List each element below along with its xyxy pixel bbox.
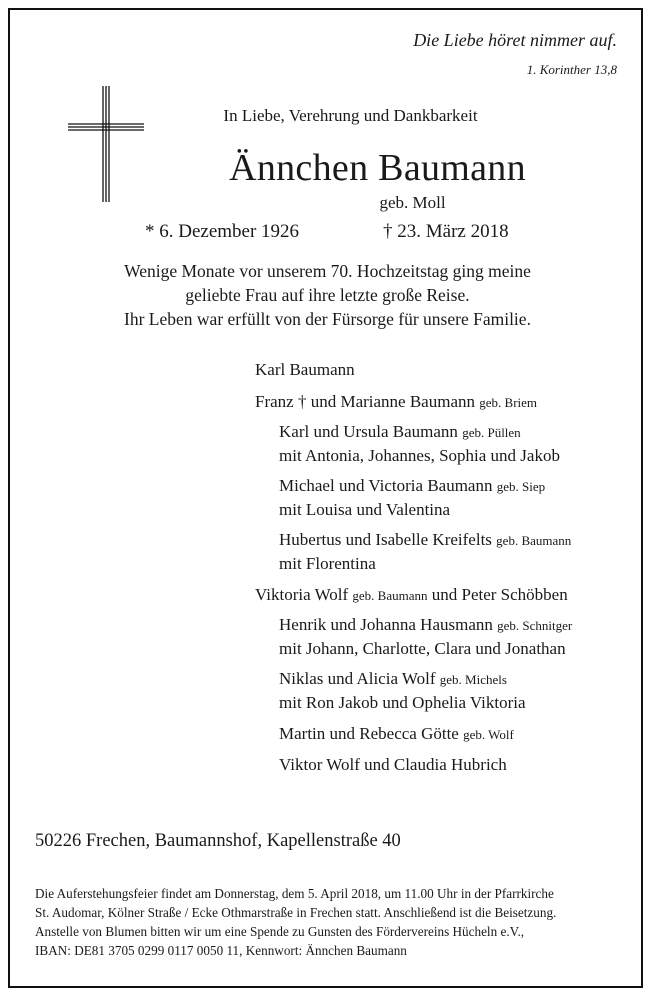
mourner-michael-victoria: Michael und Victoria Baumann geb. Siep	[279, 476, 546, 495]
maiden-name: geb. Moll	[379, 193, 446, 212]
footer-line: Anstelle von Blumen bitten wir um eine Spende zu Gunsten des Fördervereins Hücheln e.V.,	[35, 924, 525, 939]
footer-line: Die Auferstehungsfeier findet am Donnerstag, dem 5. April 2018, um 11.00 Uhr in der Pfarrkirche	[35, 886, 554, 901]
mourner-niklas-children: mit Ron Jakob und Ophelia Viktoria	[279, 693, 526, 712]
mourner-husband: Karl Baumann	[255, 360, 355, 379]
mourner-karl-ursula: Karl und Ursula Baumann geb. Püllen	[279, 422, 521, 441]
mourner-karl-ursula-children: mit Antonia, Johannes, Sophia und Jakob	[279, 446, 560, 465]
message-block	[0, 259, 655, 331]
message-line: Ihr Leben war erfüllt von der Fürsorge für unsere Familie.	[124, 309, 531, 329]
service-details	[35, 884, 556, 960]
mourner-franz: Franz † und Marianne Baumann geb. Briem	[255, 392, 538, 411]
mourner-viktoria: Viktoria Wolf geb. Baumann und Peter Schöbben	[255, 585, 568, 604]
motto-reference: 1. Korinther 13,8	[526, 62, 617, 77]
intro-line: In Liebe, Verehrung und Dankbarkeit	[223, 106, 478, 125]
footer-line: St. Audomar, Kölner Straße / Ecke Othmarstraße in Frechen statt. Anschließend ist die Beisetzung.	[35, 905, 557, 920]
footer-line: IBAN: DE81 3705 0299 0117 0050 11, Kennwort: Ännchen Baumann	[35, 943, 407, 958]
deceased-name: Ännchen Baumann	[229, 147, 526, 189]
message-line: geliebte Frau auf ihre letzte große Reise.	[185, 285, 470, 305]
birth-date: * 6. Dezember 1926	[145, 221, 300, 242]
message-line: Wenige Monate vor unserem 70. Hochzeitstag ging meine	[124, 261, 531, 281]
mourner-hubertus-isabelle: Hubertus und Isabelle Kreifelts geb. Baumann	[279, 530, 572, 549]
mourner-henrik-johanna: Henrik und Johanna Hausmann geb. Schnitger	[279, 615, 573, 634]
family-address: 50226 Frechen, Baumannshof, Kapellenstraße 40	[35, 831, 401, 851]
motto-quote: Die Liebe höret nimmer auf.	[413, 30, 617, 50]
mourner-henrik-children: mit Johann, Charlotte, Clara und Jonathan	[279, 639, 566, 658]
mourner-niklas-alicia: Niklas und Alicia Wolf geb. Michels	[279, 669, 507, 688]
mourner-martin-rebecca: Martin und Rebecca Götte geb. Wolf	[279, 724, 514, 743]
mourner-michael-children: mit Louisa und Valentina	[279, 500, 451, 519]
death-date: † 23. März 2018	[383, 221, 509, 242]
mourner-hubertus-children: mit Florentina	[279, 554, 376, 573]
mourner-viktor-claudia: Viktor Wolf und Claudia Hubrich	[279, 755, 507, 774]
